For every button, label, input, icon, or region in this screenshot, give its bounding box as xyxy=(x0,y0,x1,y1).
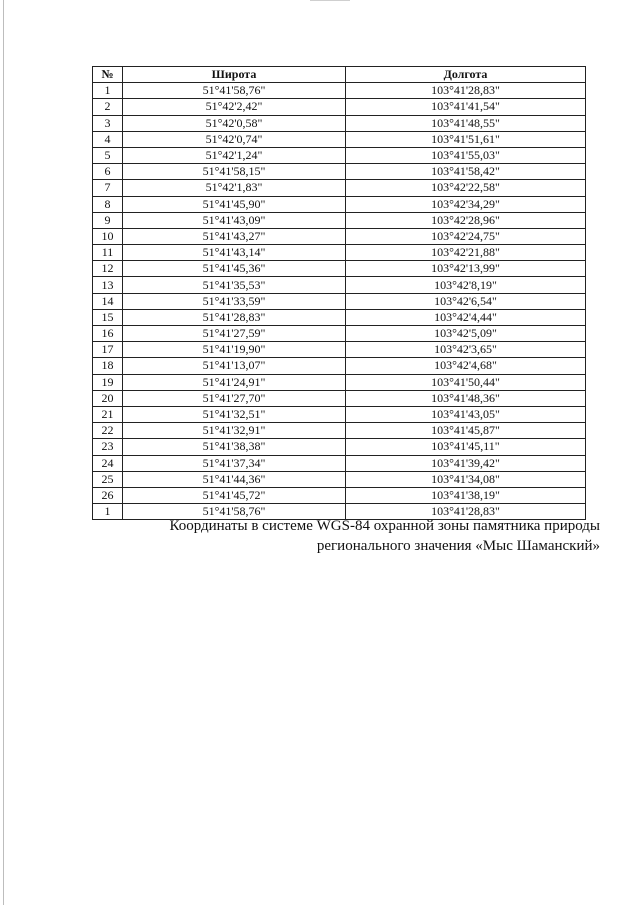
latitude-cell: 51°42'1,83" xyxy=(123,180,346,196)
longitude-cell: 103°41'43,05" xyxy=(346,406,586,422)
latitude-cell: 51°41'58,76" xyxy=(123,83,346,99)
longitude-cell: 103°42'5,09" xyxy=(346,326,586,342)
latitude-cell: 51°41'44,36" xyxy=(123,471,346,487)
point-number-cell: 1 xyxy=(93,504,123,520)
longitude-cell: 103°42'13,99" xyxy=(346,261,586,277)
latitude-cell: 51°42'0,58" xyxy=(123,115,346,131)
table-row xyxy=(93,326,586,342)
table-row xyxy=(93,180,586,196)
latitude-cell: 51°41'27,59" xyxy=(123,326,346,342)
table-row xyxy=(93,390,586,406)
longitude-cell: 103°42'28,96" xyxy=(346,212,586,228)
latitude-cell: 51°41'43,14" xyxy=(123,245,346,261)
table-row xyxy=(93,406,586,422)
point-number-cell: 5 xyxy=(93,147,123,163)
latitude-cell: 51°41'45,36" xyxy=(123,261,346,277)
latitude-cell: 51°41'45,72" xyxy=(123,487,346,503)
point-number-cell: 23 xyxy=(93,439,123,455)
latitude-cell: 51°42'1,24" xyxy=(123,147,346,163)
latitude-cell: 51°41'58,15" xyxy=(123,164,346,180)
point-number-cell: 12 xyxy=(93,261,123,277)
table-row xyxy=(93,164,586,180)
table-row xyxy=(93,309,586,325)
table-row xyxy=(93,487,586,503)
table-row xyxy=(93,212,586,228)
longitude-cell: 103°41'58,42" xyxy=(346,164,586,180)
point-number-cell: 26 xyxy=(93,487,123,503)
latitude-cell: 51°41'37,34" xyxy=(123,455,346,471)
point-number-cell: 16 xyxy=(93,326,123,342)
table-row xyxy=(93,147,586,163)
point-number-cell: 3 xyxy=(93,115,123,131)
longitude-cell: 103°42'3,65" xyxy=(346,342,586,358)
table-row xyxy=(93,83,586,99)
latitude-cell: 51°41'32,91" xyxy=(123,423,346,439)
longitude-cell: 103°41'48,55" xyxy=(346,115,586,131)
latitude-cell: 51°42'2,42" xyxy=(123,99,346,115)
latitude-cell: 51°41'33,59" xyxy=(123,293,346,309)
table-row xyxy=(93,277,586,293)
caption-line-1: Координаты в системе WGS-84 охранной зоны памятника природы xyxy=(169,518,600,534)
point-number-cell: 8 xyxy=(93,196,123,212)
point-number-cell: 25 xyxy=(93,471,123,487)
longitude-cell: 103°41'38,19" xyxy=(346,487,586,503)
point-number-cell: 22 xyxy=(93,423,123,439)
scan-top-mark xyxy=(310,0,350,1)
point-number-cell: 17 xyxy=(93,342,123,358)
table-row xyxy=(93,115,586,131)
longitude-cell: 103°41'50,44" xyxy=(346,374,586,390)
table-row xyxy=(93,196,586,212)
latitude-cell: 51°41'28,83" xyxy=(123,309,346,325)
longitude-cell: 103°41'48,36" xyxy=(346,390,586,406)
header-number: № xyxy=(93,67,123,83)
table-body xyxy=(93,83,586,520)
latitude-cell: 51°41'27,70" xyxy=(123,390,346,406)
longitude-cell: 103°41'45,11" xyxy=(346,439,586,455)
point-number-cell: 4 xyxy=(93,131,123,147)
point-number-cell: 2 xyxy=(93,99,123,115)
point-number-cell: 7 xyxy=(93,180,123,196)
latitude-cell: 51°41'35,53" xyxy=(123,277,346,293)
longitude-cell: 103°41'45,87" xyxy=(346,423,586,439)
point-number-cell: 14 xyxy=(93,293,123,309)
latitude-cell: 51°41'58,76" xyxy=(123,504,346,520)
longitude-cell: 103°41'39,42" xyxy=(346,455,586,471)
latitude-cell: 51°41'43,27" xyxy=(123,228,346,244)
longitude-cell: 103°41'28,83" xyxy=(346,83,586,99)
point-number-cell: 9 xyxy=(93,212,123,228)
latitude-cell: 51°41'19,90" xyxy=(123,342,346,358)
longitude-cell: 103°41'51,61" xyxy=(346,131,586,147)
latitude-cell: 51°41'32,51" xyxy=(123,406,346,422)
longitude-cell: 103°42'24,75" xyxy=(346,228,586,244)
longitude-cell: 103°42'6,54" xyxy=(346,293,586,309)
table-row xyxy=(93,228,586,244)
point-number-cell: 15 xyxy=(93,309,123,325)
coordinates-table xyxy=(92,66,586,520)
point-number-cell: 10 xyxy=(93,228,123,244)
table-row xyxy=(93,245,586,261)
longitude-cell: 103°42'34,29" xyxy=(346,196,586,212)
point-number-cell: 18 xyxy=(93,358,123,374)
longitude-cell: 103°41'28,83" xyxy=(346,504,586,520)
longitude-cell: 103°42'8,19" xyxy=(346,277,586,293)
table-row xyxy=(93,471,586,487)
table-row xyxy=(93,261,586,277)
header-latitude: Широта xyxy=(123,67,346,83)
longitude-cell: 103°42'21,88" xyxy=(346,245,586,261)
latitude-cell: 51°41'24,91" xyxy=(123,374,346,390)
table-row xyxy=(93,439,586,455)
longitude-cell: 103°42'22,58" xyxy=(346,180,586,196)
point-number-cell: 11 xyxy=(93,245,123,261)
table-caption xyxy=(140,516,600,556)
point-number-cell: 19 xyxy=(93,374,123,390)
table-row xyxy=(93,99,586,115)
longitude-cell: 103°42'4,68" xyxy=(346,358,586,374)
latitude-cell: 51°41'13,07" xyxy=(123,358,346,374)
caption-line-2: регионального значения «Мыс Шаманский» xyxy=(316,538,600,554)
latitude-cell: 51°41'45,90" xyxy=(123,196,346,212)
table-row xyxy=(93,358,586,374)
header-longitude: Долгота xyxy=(346,67,586,83)
point-number-cell: 1 xyxy=(93,83,123,99)
longitude-cell: 103°41'34,08" xyxy=(346,471,586,487)
table-row xyxy=(93,131,586,147)
point-number-cell: 24 xyxy=(93,455,123,471)
latitude-cell: 51°41'43,09" xyxy=(123,212,346,228)
latitude-cell: 51°42'0,74" xyxy=(123,131,346,147)
table-row xyxy=(93,374,586,390)
point-number-cell: 6 xyxy=(93,164,123,180)
longitude-cell: 103°41'55,03" xyxy=(346,147,586,163)
table-row xyxy=(93,455,586,471)
point-number-cell: 13 xyxy=(93,277,123,293)
longitude-cell: 103°42'4,44" xyxy=(346,309,586,325)
table-row xyxy=(93,342,586,358)
point-number-cell: 21 xyxy=(93,406,123,422)
point-number-cell: 20 xyxy=(93,390,123,406)
table-row xyxy=(93,423,586,439)
page-edge-line xyxy=(3,0,4,905)
table-row xyxy=(93,293,586,309)
latitude-cell: 51°41'38,38" xyxy=(123,439,346,455)
longitude-cell: 103°41'41,54" xyxy=(346,99,586,115)
table-header-row xyxy=(93,67,586,83)
